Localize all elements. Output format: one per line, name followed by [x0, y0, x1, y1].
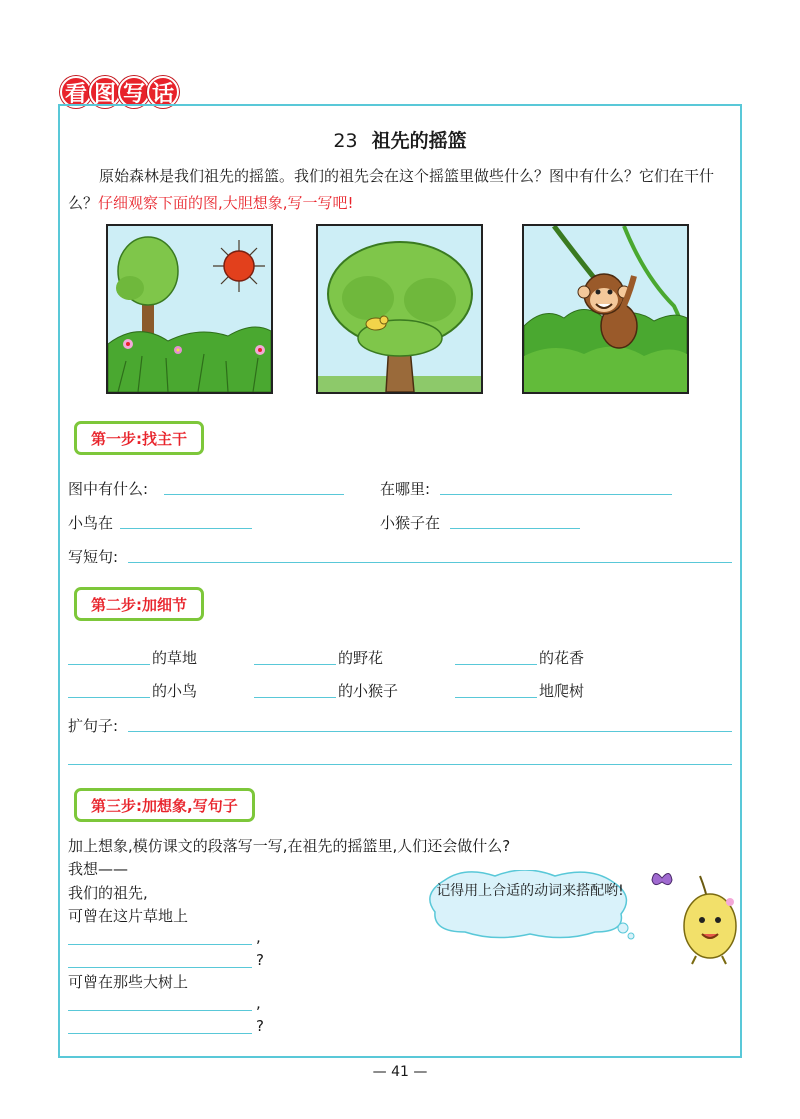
phrase-climb: 地爬树 [539, 682, 585, 700]
step3-prompt: 加上想象,模仿课文的段落写一写,在祖先的摇篮里,人们还会做什么? [68, 837, 511, 855]
answer-line[interactable] [68, 697, 150, 698]
badge-char: 话 [147, 76, 179, 108]
picture-monkey-vine [522, 224, 689, 394]
badge-char: 图 [89, 76, 121, 108]
lesson-number: 23 [333, 130, 358, 152]
q-expand-sentence: 扩句子: [68, 717, 119, 735]
step2-label: 第二步:加细节 [74, 587, 204, 621]
answer-line[interactable] [128, 731, 732, 732]
phrase-wildflower: 的野花 [338, 649, 384, 667]
comma-mark: , [256, 928, 261, 946]
flower-icon [174, 346, 182, 354]
step3-label: 第三步:加想象,写句子 [74, 788, 255, 822]
question-mark: ? [256, 1017, 264, 1035]
answer-line[interactable] [68, 1033, 252, 1034]
answer-line[interactable] [128, 562, 732, 563]
flower-icon [123, 339, 133, 349]
answer-line[interactable] [440, 494, 672, 495]
mascot-icon [640, 866, 740, 966]
butterfly-icon [652, 873, 672, 884]
q-monkey: 小猴子在 [380, 514, 441, 532]
phrase-monkey: 的小猴子 [338, 682, 399, 700]
question-mark: ? [256, 951, 264, 969]
step1-label: 第一步:找主干 [74, 421, 204, 455]
flower-icon [255, 345, 265, 355]
q-where: 在哪里: [380, 480, 431, 498]
answer-line[interactable] [164, 494, 344, 495]
lesson-title-text: 祖先的摇篮 [371, 130, 467, 152]
poem-line-3: 可曾在这片草地上 [68, 907, 189, 925]
lesson-title [0, 126, 800, 153]
answer-line[interactable] [455, 697, 537, 698]
intro-red-text: 仔细观察下面的图,大胆想象,写一写吧! [98, 194, 354, 212]
answer-line[interactable] [68, 967, 252, 968]
answer-line[interactable] [455, 664, 537, 665]
answer-line[interactable] [68, 764, 732, 765]
q-bird: 小鸟在 [68, 514, 114, 532]
badge-char: 看 [60, 76, 92, 108]
picture-tree-sun [106, 224, 273, 394]
poem-line-2: 我们的祖先, [68, 884, 148, 902]
answer-line[interactable] [450, 528, 580, 529]
poem-line-1: 我想—— [68, 860, 129, 878]
phrase-fragrance: 的花香 [539, 649, 585, 667]
answer-line[interactable] [254, 697, 336, 698]
q-what-in-picture: 图中有什么: [68, 480, 149, 498]
tip-bubble [425, 870, 635, 936]
tip-text: 记得用上合适的动词来搭配哟! [436, 883, 624, 899]
picture-tree-bird [316, 224, 483, 394]
badge-char: 写 [118, 76, 150, 108]
intro-text: 原始森林是我们祖先的摇篮。我们的祖先会在这个摇篮里做些什么？图中有什么？它们在干什么？ [68, 167, 715, 212]
page-number: — 41 — [372, 1064, 428, 1080]
intro-paragraph [68, 163, 738, 217]
poem-line-4: 可曾在那些大树上 [68, 973, 189, 991]
phrase-grass: 的草地 [152, 649, 198, 667]
comma-mark: , [256, 994, 261, 1012]
phrase-bird: 的小鸟 [152, 682, 198, 700]
answer-line[interactable] [68, 1010, 252, 1011]
answer-line[interactable] [68, 664, 150, 665]
answer-line[interactable] [68, 944, 252, 945]
q-short-sentence: 写短句: [68, 548, 119, 566]
answer-line[interactable] [254, 664, 336, 665]
answer-line[interactable] [120, 528, 252, 529]
